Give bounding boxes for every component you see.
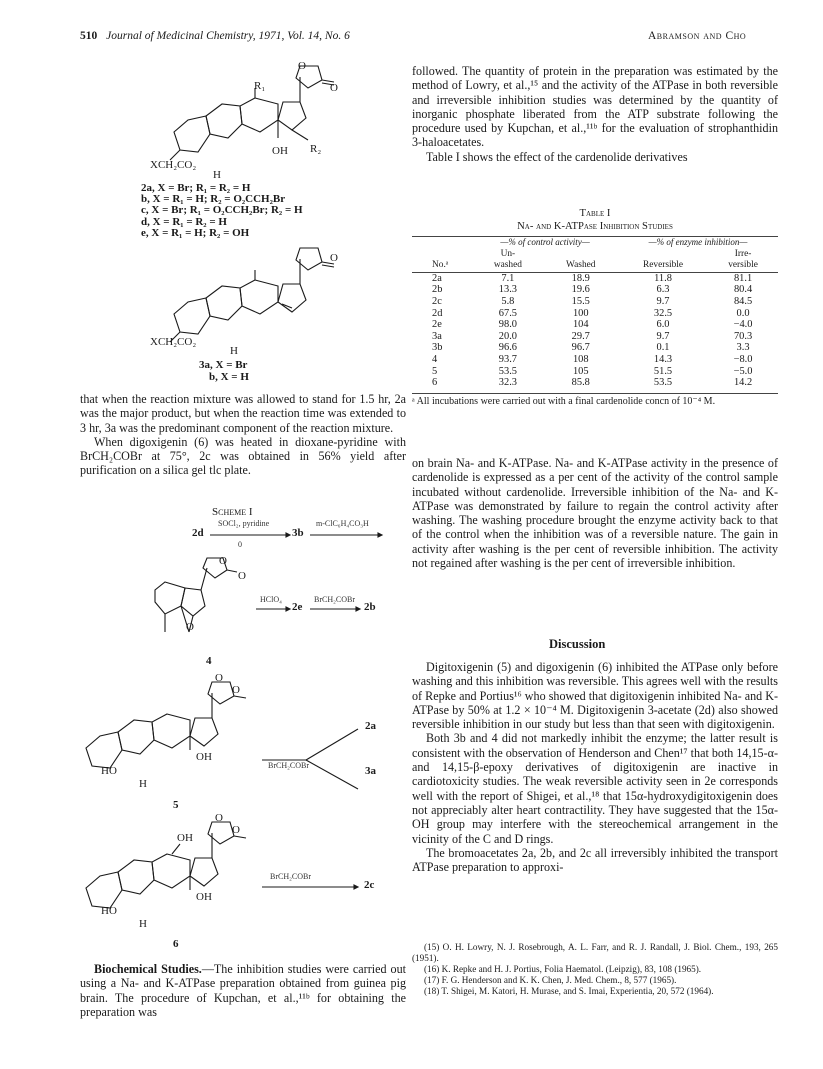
ester-label: XCH₂CO₂ — [150, 336, 197, 348]
compound-5-label: 5 — [173, 799, 179, 811]
compound-3-legend — [199, 360, 249, 383]
reagent-hclo4: HClO₄ — [260, 595, 282, 604]
table-body — [412, 272, 778, 388]
reagent-bromoacetyl: BrCH₂COBr — [268, 761, 310, 770]
legend-line: c, X = Br; R₁ = O₂CCH₂Br; R₂ = H — [141, 204, 303, 217]
paragraph: Table I shows the effect of the cardenolide derivatives — [426, 149, 688, 164]
value-cell: 98.0 — [498, 319, 517, 331]
ho-label: HO — [101, 905, 117, 917]
compound-id-cell: 4 — [432, 353, 438, 365]
table-1 — [412, 208, 778, 407]
table-row — [412, 342, 778, 354]
journal-name: Journal of Medicinal Chemistry, 1971, Vol. 14, No. 6 — [106, 30, 350, 42]
reference: (18) T. Shigei, M. Katori, H. Murase, and S. Imai, Experientia, 20, 572 (1964). — [424, 986, 714, 996]
value-cell: 53.5 — [498, 365, 517, 377]
steroid-structure-2 — [180, 60, 350, 185]
references — [412, 942, 778, 997]
table-row — [412, 354, 778, 366]
table-row — [412, 284, 778, 296]
arrow-5 — [262, 885, 358, 889]
value-cell: 32.5 — [653, 307, 673, 319]
value-cell: 29.7 — [571, 330, 590, 342]
value-cell: 5.8 — [501, 295, 515, 307]
h-label: H — [139, 918, 147, 930]
ring-o-label: O — [215, 672, 223, 684]
biochem-heading: Biochemical Studies. — [94, 962, 202, 976]
value-cell: 51.5 — [653, 365, 673, 377]
value-cell: −5.0 — [733, 365, 753, 377]
scheme-2d: 2d — [192, 527, 204, 539]
reference: (17) F. G. Henderson and K. K. Chen, J. Med. Chem., 8, 577 (1965). — [424, 975, 677, 985]
reference: (15) O. H. Lowry, N. J. Rosebrough, A. L. Farr, and R. J. Randall, J. Biol. Chem., 193, 265 (1951). — [412, 942, 778, 963]
ho-label: HO — [101, 765, 117, 777]
compound-id-cell: 3b — [432, 342, 443, 354]
page-number: 510 — [80, 30, 98, 42]
value-cell: 14.2 — [733, 377, 753, 389]
biochem-section — [80, 962, 406, 1019]
arrow-1 — [210, 533, 290, 537]
table-row — [412, 296, 778, 308]
compound-id-cell: 5 — [432, 365, 438, 377]
paragraph: Digitoxigenin (5) and digoxigenin (6) inhibited the ATPase only before washing and this inhibition was reversible. This agrees well with the results of Repke and Portius¹⁶ who showed that digitoxigenin inhibited Na- and K-ATPase by 50% at 1.2 × 10⁻⁴ M. Digitoxigenin 3-acetate (2d) also showed reversible inhibition in our study but less than that seen with digitoxigenin. — [412, 660, 778, 732]
reagent-bromoacetyl: BrCH₂COBr — [314, 595, 356, 604]
legend-line: 2a, X = Br; R₁ = R₂ = H — [141, 182, 251, 194]
value-cell: 20.0 — [498, 330, 517, 342]
value-cell: 9.7 — [656, 330, 670, 342]
value-cell: 96.6 — [498, 342, 517, 354]
scheme-title: Scheme I — [212, 506, 253, 518]
value-cell: 18.9 — [571, 272, 590, 284]
value-cell: 108 — [572, 353, 589, 365]
carbonyl-o-label: O — [330, 82, 338, 94]
scheme-2c: 2c — [364, 879, 375, 891]
scheme-2e: 2e — [292, 601, 303, 613]
oh-label: OH — [272, 145, 288, 157]
biochem-text: —The inhibition studies were carried out using a Na- and K-ATPase preparation obtained from guinea pig brain. The procedure of Kupchan, et al.,¹¹ᵇ for obtaining the preparation was — [80, 962, 406, 1019]
discussion-text — [412, 660, 778, 874]
carbonyl-o-label: O — [232, 824, 240, 836]
column-header: Irre- versible — [728, 248, 758, 271]
value-cell: 85.8 — [571, 377, 590, 389]
value-cell: 14.3 — [653, 353, 673, 365]
value-cell: 80.4 — [733, 284, 753, 296]
group-header: —% of control activity— — [500, 237, 590, 247]
table-row — [412, 377, 778, 389]
value-cell: 70.3 — [733, 330, 753, 342]
reagent-socl2: SOCl₂, pyridine — [218, 519, 270, 528]
right-body-middle — [412, 456, 778, 570]
value-cell: 6.3 — [656, 284, 670, 296]
ring-o-label: O — [215, 812, 223, 824]
value-cell: 7.1 — [501, 272, 515, 284]
value-cell: 105 — [572, 365, 589, 377]
right-body-top — [412, 64, 778, 164]
value-cell: 84.5 — [733, 295, 753, 307]
value-cell: 9.7 — [656, 295, 670, 307]
authors-header: Abramson and Cho — [648, 30, 747, 42]
legend-line: b, X = H — [209, 370, 249, 383]
compound-4-label: 4 — [206, 655, 212, 667]
legend-line: e, X = R₁ = H; R₂ = OH — [141, 226, 250, 239]
oh-label: OH — [177, 832, 193, 844]
column-header: No.ᵃ — [432, 260, 449, 271]
legend-line: b, X = R₁ = H; R₂ = O₂CCH₂Br — [141, 193, 286, 206]
compound-id-cell: 2c — [432, 295, 442, 307]
value-cell: 81.1 — [733, 272, 753, 284]
group-header: —% of enzyme inhibition— — [648, 237, 748, 247]
table-row — [412, 272, 778, 284]
scheme-3a: 3a — [365, 765, 376, 777]
value-cell: 3.3 — [736, 342, 750, 354]
compound-id-cell: 3a — [432, 330, 442, 342]
ring-o-label: O — [298, 60, 306, 72]
compound-id-cell: 2d — [432, 307, 443, 319]
reagent-mcpba: m-ClC₆H₄CO₃H — [316, 519, 369, 528]
scheme-2b: 2b — [364, 601, 376, 613]
paragraph: The bromoacetates 2a, 2b, and 2c all irreversibly inhibited the transport ATPase preparation to approxi- — [412, 845, 778, 875]
r2-label: R₂ — [310, 143, 322, 155]
legend-line: 3a, X = Br — [199, 359, 248, 371]
oh-label: OH — [196, 751, 212, 763]
value-cell: 67.5 — [498, 307, 517, 319]
reagent-bromoacetyl: BrCH₂COBr — [270, 872, 312, 881]
column-header: Reversible — [642, 260, 684, 271]
value-cell: 100 — [572, 307, 589, 319]
table-row — [412, 308, 778, 320]
h-label: H — [213, 169, 221, 181]
compound-id-cell: 2b — [432, 284, 443, 296]
compound-2-legend — [141, 183, 303, 239]
column-header: Un- washed — [493, 248, 522, 271]
table-title: Na- and K-ATPase Inhibition Studies — [517, 221, 673, 232]
h-label: H — [139, 778, 147, 790]
paragraph: When digoxigenin (6) was heated in dioxane-pyridine with BrCH₂COBr at 75°, 2c was obtained in 56% yield after purification on a silica gel tlc plate. — [80, 434, 406, 478]
h-label: H — [230, 345, 238, 357]
scheme-2a: 2a — [365, 720, 376, 732]
running-header — [80, 30, 350, 42]
epoxide-o-label: O — [186, 621, 194, 633]
table-row — [412, 366, 778, 378]
left-body-text — [80, 392, 406, 478]
compound-id-cell: 2e — [432, 319, 442, 331]
oh-label: OH — [196, 891, 212, 903]
value-cell: −8.0 — [733, 353, 753, 365]
carbonyl-o-label: O — [330, 252, 338, 264]
legend-line: d, X = R₁ = R₂ = H — [141, 215, 227, 228]
steroid-structure-4 — [165, 552, 255, 652]
arrow-2 — [310, 533, 382, 537]
branch-arrows — [262, 725, 362, 795]
reagent-temp: 0 — [238, 540, 242, 549]
value-cell: 15.5 — [571, 295, 590, 307]
compound-id-cell: 6 — [432, 377, 438, 389]
paragraph: followed. The quantity of protein in the preparation was estimated by the method of Lowry, et al.,¹⁵ and the activity of the ATPase in both reversible and irreversible inhibition studies was determined by the quantity of inorganic phosphate liberated from the ATP substrate following the procedure used by Kupchan, et al.,¹¹ᵇ for the evaluation of strophanthidin 3-haloacetates. — [412, 64, 778, 150]
arrow-3 — [256, 607, 290, 611]
steroid-structure-3 — [180, 242, 350, 357]
compound-id-cell: 2a — [432, 272, 442, 284]
table-caption: Table I — [579, 208, 611, 219]
paragraph: on brain Na- and K-ATPase. Na- and K-ATPase activity in the presence of cardenolide is expressed as a per cent of the activity of the control sample incubated without cardenolide. Irreversible inhibition of the Na- and K-ATPase was demonstrated by failure to regain the control activity after washing. The washing procedure brought the enzyme activity back to that of the control when the inhibition was of a reversible nature. The gain in activity after washing is the per cent of reversible inhibition. The activity not regained after washing is the per cent of irreversible inhibition. — [412, 456, 778, 571]
value-cell: 93.7 — [498, 353, 517, 365]
value-cell: 0.1 — [656, 342, 670, 354]
scheme-3b: 3b — [292, 527, 304, 539]
value-cell: 19.6 — [571, 284, 590, 296]
value-cell: 6.0 — [656, 319, 670, 331]
value-cell: 104 — [572, 319, 589, 331]
value-cell: 11.8 — [654, 272, 672, 284]
carbonyl-o-label: O — [232, 684, 240, 696]
column-header: Washed — [566, 260, 596, 271]
value-cell: 32.3 — [498, 377, 517, 389]
table-row — [412, 331, 778, 343]
paragraph: that when the reaction mixture was allowed to stand for 1.5 hr, 2a was the major product, but when the reaction time was extended to 3 hr, 3a was the predominant component of the reaction mixture. — [80, 392, 406, 435]
carbonyl-o-label: O — [238, 570, 246, 582]
arrow-4 — [310, 607, 360, 611]
value-cell: 13.3 — [498, 284, 517, 296]
ester-label: XCH₂CO₂ — [150, 159, 197, 171]
discussion-heading: Discussion — [549, 637, 606, 651]
compound-6-label: 6 — [173, 938, 179, 950]
value-cell: 96.7 — [571, 342, 590, 354]
ring-o-label: O — [219, 555, 227, 567]
value-cell: −4.0 — [733, 319, 753, 331]
table-footnote: ᵃ All incubations were carried out with a final cardenolide concn of 10⁻⁴ M. — [412, 393, 778, 408]
value-cell: 0.0 — [736, 307, 750, 319]
reference: (16) K. Repke and H. J. Portius, Folia Haematol. (Leipzig), 83, 108 (1965). — [424, 964, 702, 974]
value-cell: 53.5 — [653, 377, 673, 389]
paragraph: Both 3b and 4 did not markedly inhibit the enzyme; the latter result is consistent with the observation of Henderson and Chen¹⁷ that both 14,15-α- and 14,15-β-epoxy derivatives of digitoxigenin are inactive in cardiotoxicity studies. The weak reversible activity seen in 2e corresponds well with the report of Shigei, et al.,¹⁸ that 15α-hydroxydigitoxigenin does not appreciably alter heart contractility. They have suggested that the 15α-OH group may interfere with the stereochemical arrangement in the vicinity of the C and D rings. — [412, 731, 778, 846]
table-row — [412, 319, 778, 331]
table-grid — [412, 236, 778, 389]
r1-label: R₁ — [254, 80, 266, 92]
